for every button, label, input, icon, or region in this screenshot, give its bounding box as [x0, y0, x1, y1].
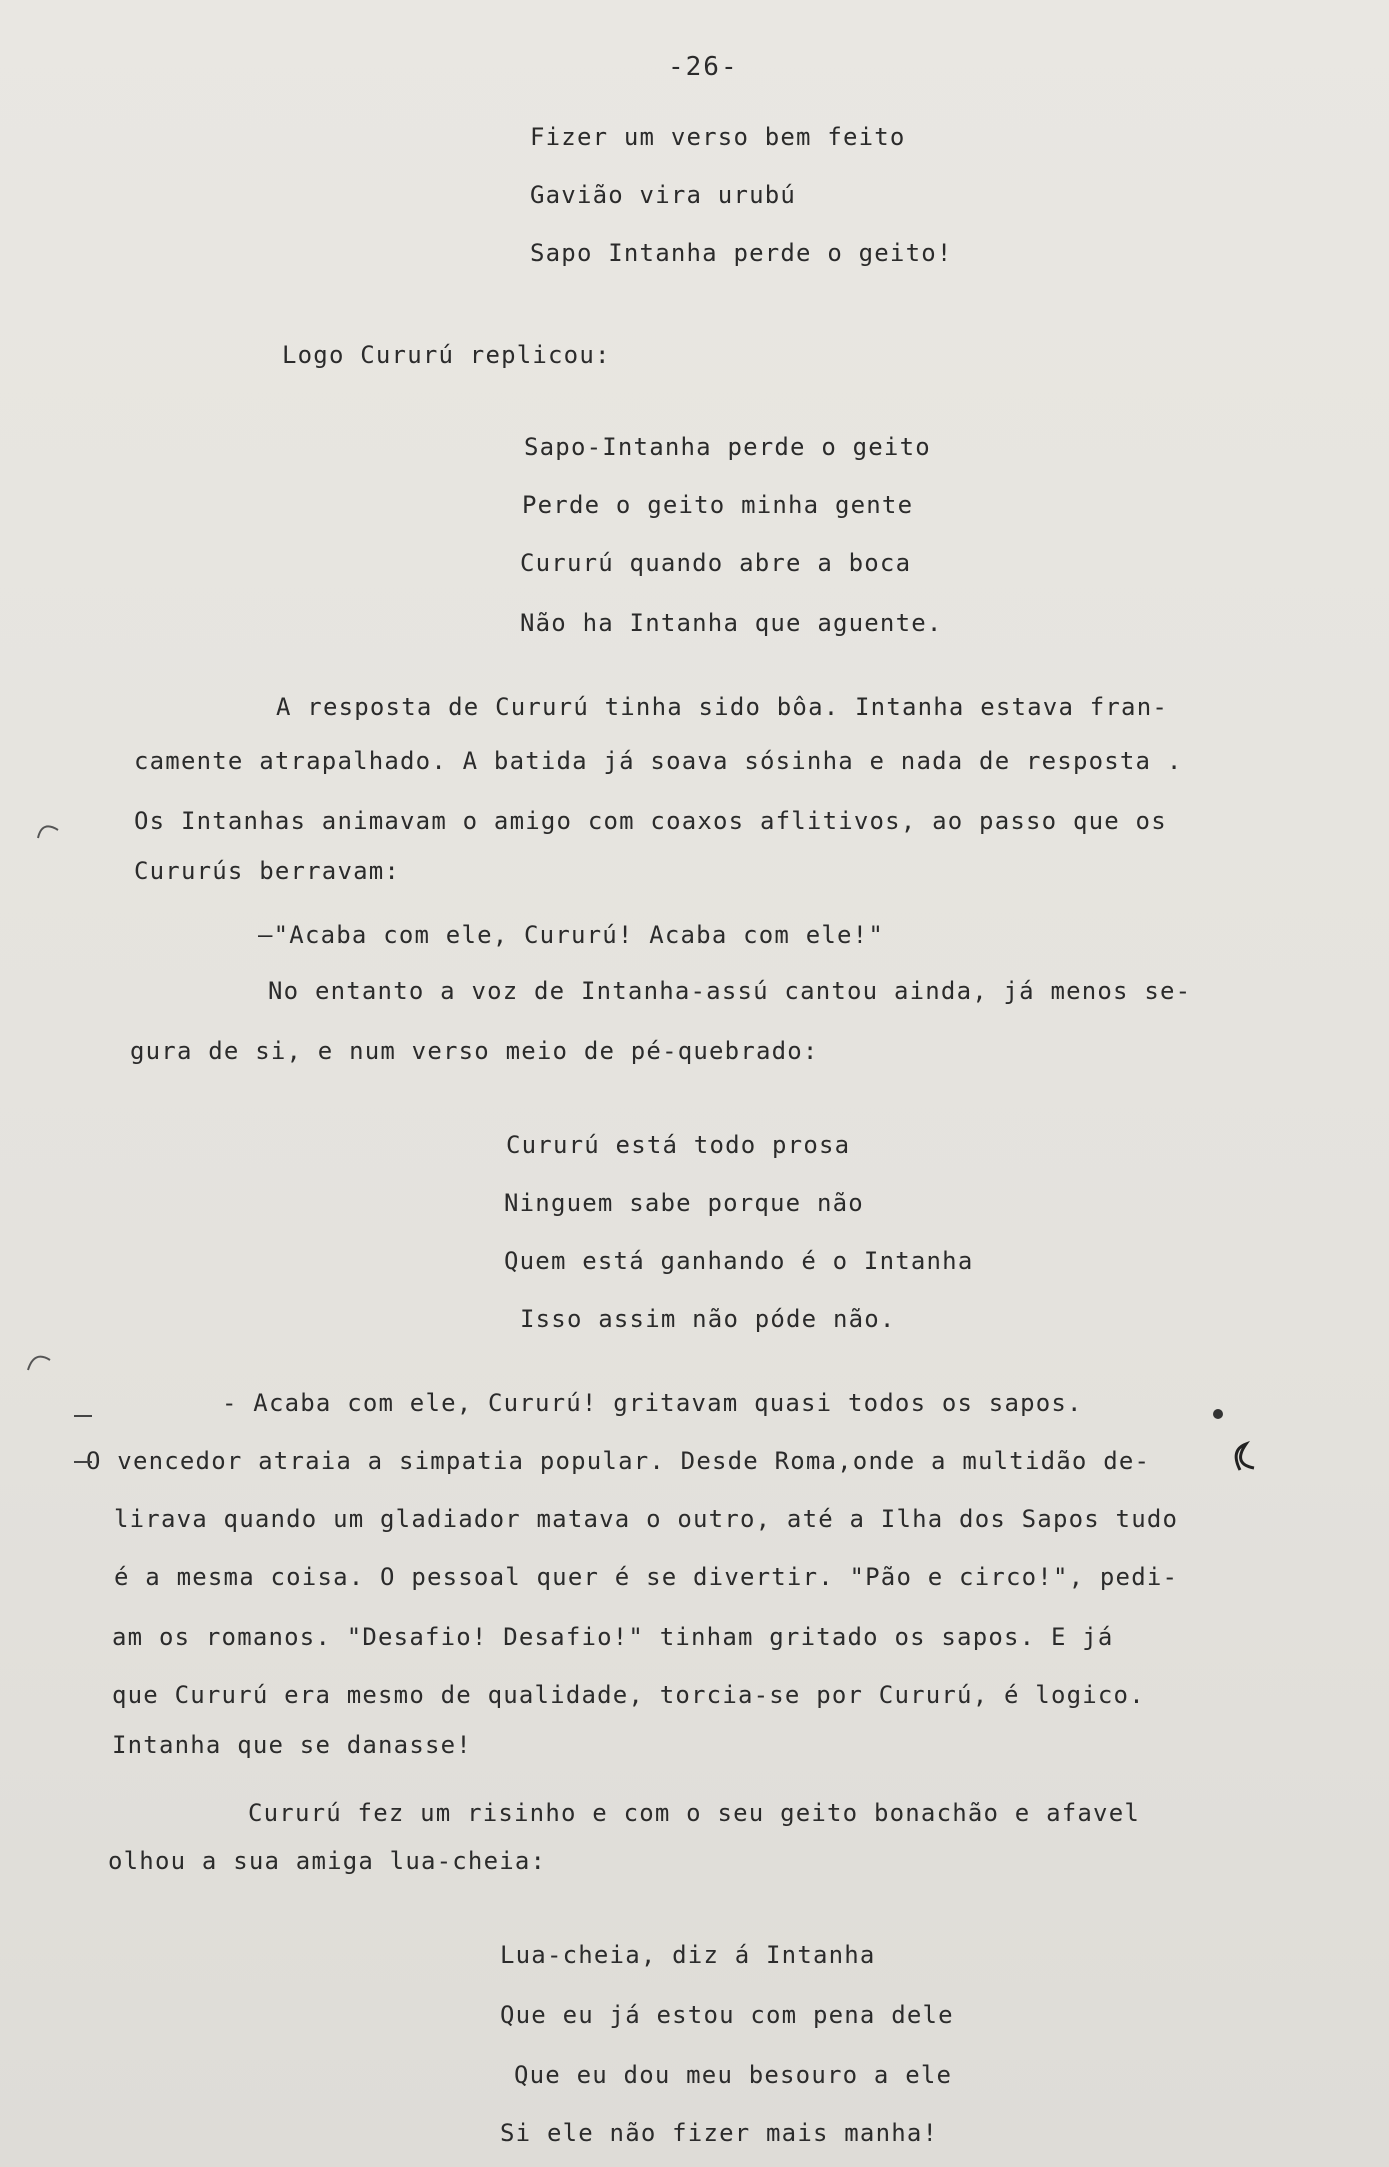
- paragraph-line: Cururú fez um risinho e com o seu geito bonachão e afavel: [248, 1799, 1141, 1827]
- page-number: -26-: [668, 52, 739, 82]
- verse-line: Não ha Intanha que aguente.: [520, 609, 943, 637]
- paragraph-line: que Cururú era mesmo de qualidade, torcia-se por Cururú, é logico.: [112, 1681, 1145, 1709]
- verse-line: Lua-cheia, diz á Intanha: [500, 1941, 876, 1969]
- verse-line: Sapo-Intanha perde o geito: [524, 433, 931, 461]
- paragraph-line: camente atrapalhado. A batida já soava sósinha e nada de resposta .: [134, 747, 1183, 775]
- paragraph-line: Cururús berravam:: [134, 857, 401, 885]
- verse-line: Si ele não fizer mais manha!: [500, 2119, 939, 2147]
- verse-line: Gavião vira urubú: [530, 181, 797, 209]
- verse-line: Sapo Intanha perde o geito!: [530, 239, 953, 267]
- paragraph-line: am os romanos. "Desafio! Desafio!" tinham gritado os sapos. E já: [112, 1623, 1114, 1651]
- paragraph-line: gura de si, e num verso meio de pé-quebrado:: [130, 1037, 819, 1065]
- verse-line: Fizer um verso bem feito: [530, 123, 906, 151]
- paragraph-line: Os Intanhas animavam o amigo com coaxos aflitivos, ao passo que os: [134, 807, 1167, 835]
- paragraph-line: lirava quando um gladiador matava o outro, até a Ilha dos Sapos tudo: [114, 1505, 1179, 1533]
- paragraph-line: Intanha que se danasse!: [112, 1731, 472, 1759]
- verse-line: Perde o geito minha gente: [522, 491, 914, 519]
- intro-line: Logo Cururú replicou:: [282, 341, 611, 369]
- paragraph-line: - Acaba com ele, Cururú! gritavam quasi todos os sapos.: [222, 1389, 1083, 1417]
- paragraph-line: No entanto a voz de Intanha-assú cantou ainda, já menos se-: [268, 977, 1192, 1005]
- verse-line: Cururú quando abre a boca: [520, 549, 912, 577]
- paragraph-line: O vencedor atraia a simpatia popular. Desde Roma,onde a multidão de-: [86, 1447, 1151, 1475]
- paragraph-line: A resposta de Cururú tinha sido bôa. Intanha estava fran-: [276, 693, 1169, 721]
- shout-line: —"Acaba com ele, Cururú! Acaba com ele!": [258, 921, 884, 949]
- verse-line: Que eu já estou com pena dele: [500, 2001, 954, 2029]
- verse-line: Isso assim não póde não.: [520, 1305, 896, 1333]
- verse-line: Ninguem sabe porque não: [504, 1189, 864, 1217]
- paragraph-line: é a mesma coisa. O pessoal quer é se divertir. "Pão e circo!", pedi-: [114, 1563, 1179, 1591]
- verse-line: Que eu dou meu besouro a ele: [514, 2061, 953, 2089]
- verse-line: Quem está ganhando é o Intanha: [504, 1247, 974, 1275]
- paragraph-line: olhou a sua amiga lua-cheia:: [108, 1847, 547, 1875]
- verse-line: Cururú está todo prosa: [506, 1131, 851, 1159]
